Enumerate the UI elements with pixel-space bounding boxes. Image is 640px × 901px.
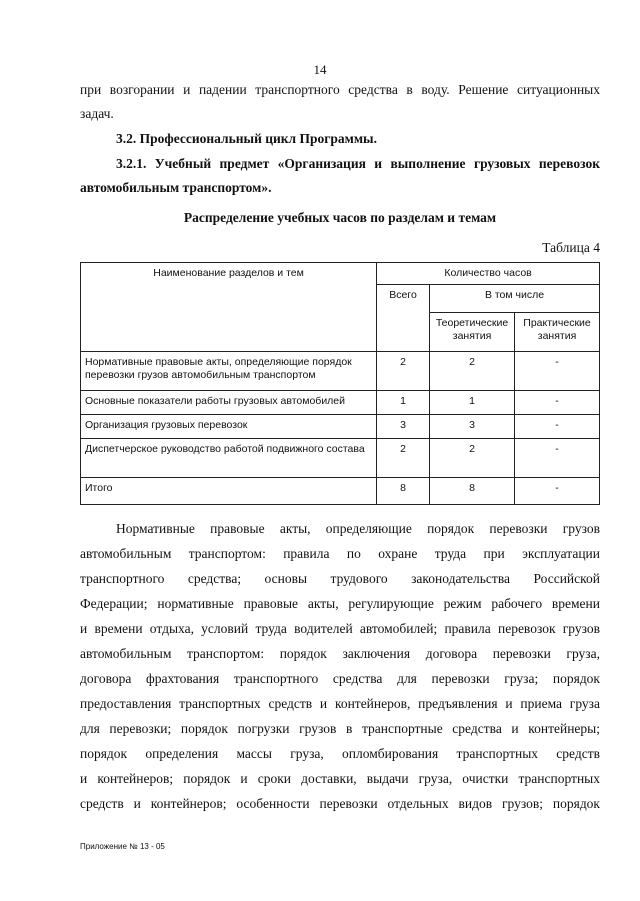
subsection-heading <box>80 152 600 200</box>
row-total: 1 <box>377 391 430 415</box>
row-theory: 1 <box>430 391 515 415</box>
row-total: 8 <box>377 478 430 505</box>
row-practice: - <box>515 391 600 415</box>
row-practice: - <box>515 439 600 478</box>
hours-table <box>80 262 600 505</box>
body-line: Нормативные правовые акты, определяющие порядок перевозки грузов <box>116 521 600 536</box>
header-total: Всего <box>377 285 430 352</box>
intro-line: при возгорании и падении транспортного средства в воду. Решение ситуационных <box>80 82 600 97</box>
subsection-heading-line: автомобильным транспортом». <box>80 180 272 195</box>
row-total: 2 <box>377 352 430 391</box>
row-total: 3 <box>377 415 430 439</box>
row-name: Диспетчерское руководство работой подвижного состава <box>81 439 377 478</box>
body-line: автомобильным транспортом: порядок заключения договора перевозки груза, <box>80 646 600 661</box>
body-line: для перевозки; порядок погрузки грузов в транспортные средства и контейнеры; <box>80 721 600 736</box>
row-theory: 8 <box>430 478 515 505</box>
table-row <box>81 478 600 505</box>
header-sections: Наименование разделов и тем <box>81 263 377 352</box>
header-theory: Теоретические занятия <box>430 313 515 352</box>
body-line: средств и контейнеров; особенности перевозки отдельных видов грузов; порядок <box>80 796 600 811</box>
row-name: Итого <box>81 478 377 505</box>
row-name: Нормативные правовые акты, определяющие порядок перевозки грузов автомобильным транспортом <box>81 352 377 391</box>
intro-line: задач. <box>80 106 114 121</box>
table-row <box>81 439 600 478</box>
row-practice: - <box>515 352 600 391</box>
body-line: Федерации; нормативные правовые акты, регулирующие режим рабочего времени <box>80 596 600 611</box>
header-practice: Практические занятия <box>515 313 600 352</box>
row-total: 2 <box>377 439 430 478</box>
body-line: транспортного средства; основы трудового законодательства Российской <box>80 571 600 586</box>
body-line: договора фрахтования транспортного средства для перевозки груза; порядок <box>80 671 600 686</box>
header-including: В том числе <box>430 285 600 313</box>
table-row <box>81 391 600 415</box>
body-line: и контейнеров; порядок и сроки доставки, выдачи груза, очистки транспортных <box>80 771 600 786</box>
page-number: 14 <box>313 62 327 77</box>
row-theory: 2 <box>430 352 515 391</box>
section-heading: 3.2. Профессиональный цикл Программы. <box>116 131 377 146</box>
row-name: Основные показатели работы грузовых автомобилей <box>81 391 377 415</box>
row-practice: - <box>515 478 600 505</box>
page-footer: Приложение № 13 - 05 <box>80 842 165 851</box>
row-name: Организация грузовых перевозок <box>81 415 377 439</box>
body-paragraph <box>80 516 600 816</box>
intro-paragraph <box>80 78 600 126</box>
table-label: Таблица 4 <box>542 240 600 255</box>
row-practice: - <box>515 415 600 439</box>
header-hours: Количество часов <box>377 263 600 285</box>
table-caption: Распределение учебных часов по разделам и темам <box>183 210 497 225</box>
body-line: автомобильным транспортом: правила по охране труда при эксплуатации <box>80 546 600 561</box>
body-line: и времени отдыха, условий труда водителей автомобилей; правила перевозок грузов <box>80 621 600 636</box>
body-line: порядок определения массы груза, опломбирования транспортных средств <box>80 746 600 761</box>
row-theory: 2 <box>430 439 515 478</box>
table-row <box>81 415 600 439</box>
body-line: предоставления транспортных средств и контейнеров, предъявления и приема груза <box>80 696 600 711</box>
table-row <box>81 352 600 391</box>
subsection-heading-line: 3.2.1. Учебный предмет «Организация и выполнение грузовых перевозок <box>116 156 600 171</box>
row-theory: 3 <box>430 415 515 439</box>
